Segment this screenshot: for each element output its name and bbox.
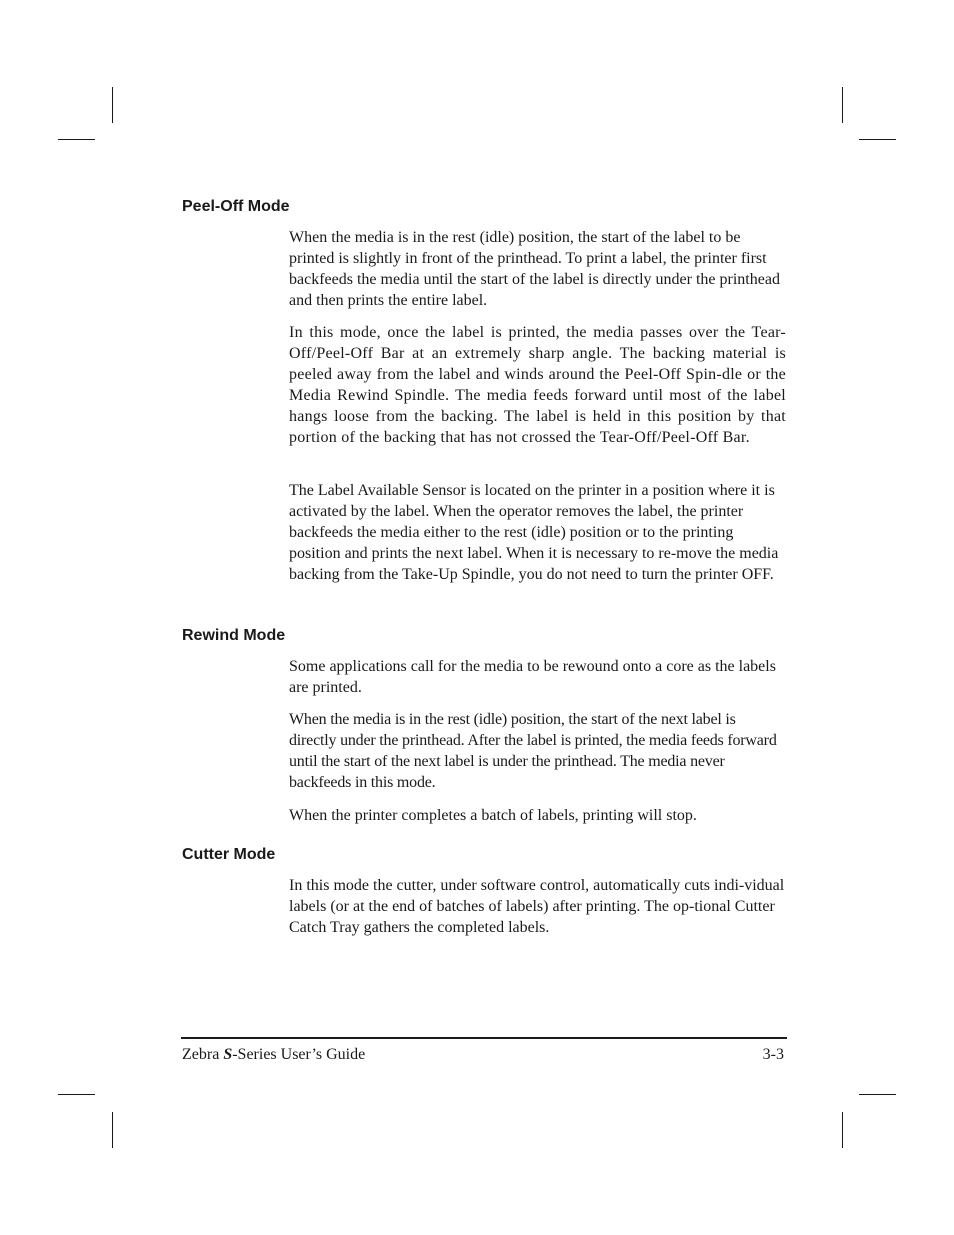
crop-mark-top-right-horizontal xyxy=(859,139,896,140)
section-heading-cutter: Cutter Mode xyxy=(182,846,276,863)
footer-title-brand: S xyxy=(223,1046,233,1063)
section-heading-peel-off: Peel-Off Mode xyxy=(182,198,290,215)
section-heading-rewind: Rewind Mode xyxy=(182,627,286,644)
footer-title-suffix: -Series User’s Guide xyxy=(232,1046,366,1063)
crop-mark-bottom-left-horizontal xyxy=(58,1094,95,1095)
peel-off-paragraph-2: In this mode, once the label is printed, the media passes over the Tear-Off/Peel-Off Bar at an extremely sharp angle. The backing material is peeled away from the label and winds around the Peel-Off Spin-dle or the Media Rewind Spindle. The media feeds forward until most of the label hangs loose from the backing. The label is held in this position by that portion of the backing that has not crossed the Tear-Off/Peel-Off Bar. xyxy=(289,324,786,446)
peel-off-paragraph-1: When the media is in the rest (idle) position, the start of the label to be printed is slightly in front of the printhead. To print a label, the printer first backfeeds the media until the start of the label is directly under the printhead and then prints the entire label. xyxy=(289,229,780,309)
footer-title-prefix: Zebra xyxy=(182,1046,224,1063)
footer-rule xyxy=(181,1037,787,1039)
peel-off-paragraph-3: The Label Available Sensor is located on the printer in a position where it is activated by the label. When the operator removes the label, the printer backfeeds the media either to the rest (idle) position or to the printing position and prints the next label. When it is necessary to re-move the media backing from the Take-Up Spindle, you do not need to turn the printer OFF. xyxy=(289,482,779,583)
crop-mark-top-left-horizontal xyxy=(58,139,95,140)
crop-mark-bottom-right-horizontal xyxy=(859,1094,896,1095)
cutter-paragraph-1: In this mode the cutter, under software control, automatically cuts indi-vidual labels (or at the end of batches of labels) after printing. The op-tional Cutter Catch Tray gathers the completed labels. xyxy=(289,877,785,936)
rewind-paragraph-1: Some applications call for the media to be rewound onto a core as the labels are printed. xyxy=(289,658,776,696)
footer-title xyxy=(182,1044,365,1066)
rewind-paragraph-3: When the printer completes a batch of labels, printing will stop. xyxy=(289,807,697,824)
crop-mark-bottom-right-vertical xyxy=(842,1112,843,1148)
crop-mark-top-left-vertical xyxy=(112,87,113,123)
page-number: 3-3 xyxy=(762,1046,784,1063)
crop-mark-bottom-left-vertical xyxy=(112,1112,113,1148)
rewind-paragraph-2: When the media is in the rest (idle) position, the start of the next label is directly under the printhead. After the label is printed, the media feeds forward until the start of the next label is under the printhead. The media never backfeeds in this mode. xyxy=(289,711,777,791)
crop-mark-top-right-vertical xyxy=(842,87,843,123)
